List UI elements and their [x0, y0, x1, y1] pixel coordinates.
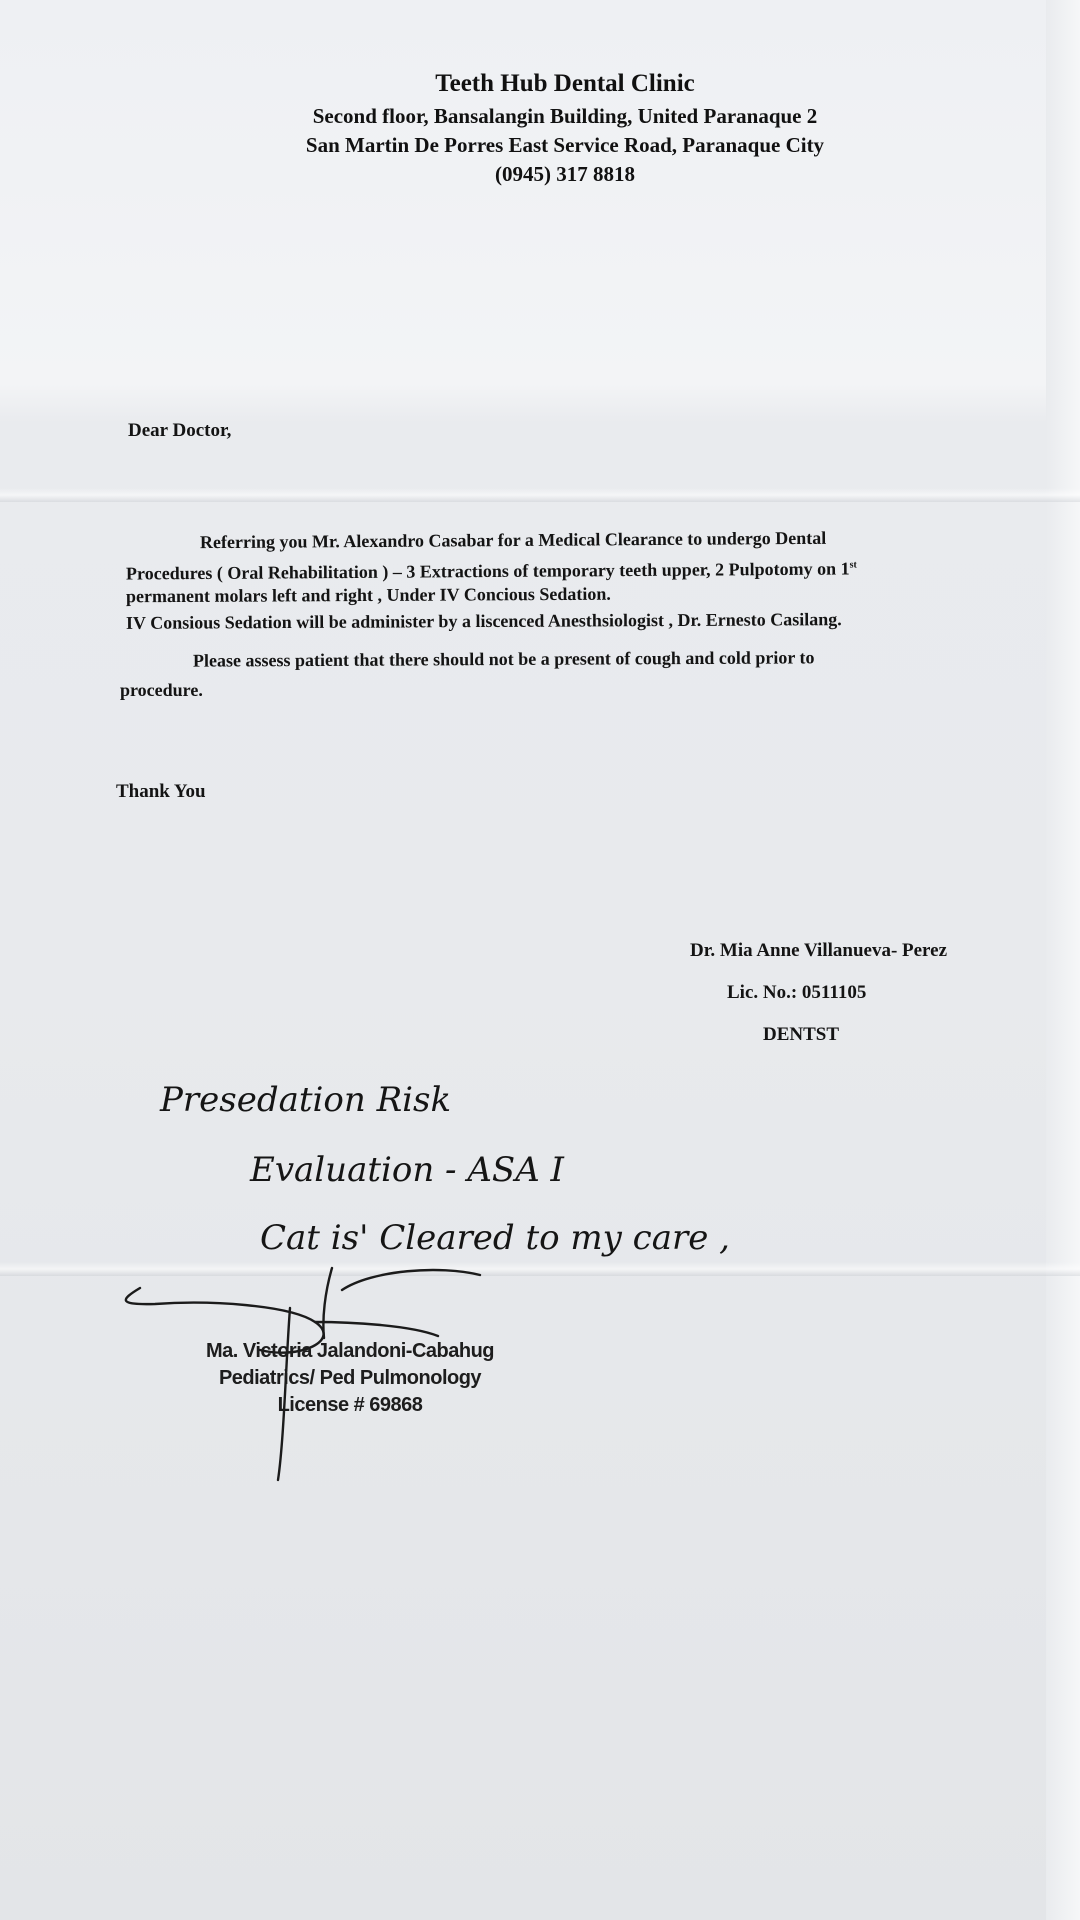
ordinal-superscript: st — [849, 559, 857, 571]
clinic-phone: (0945) 317 8818 — [495, 162, 635, 186]
handwritten-line-2: Evaluation - ASA I — [250, 1150, 564, 1190]
paragraph-2-line-1: Please assess patient that there should not be a present of cough and cold prior to — [192, 647, 815, 671]
paragraph-1-line-3: permanent molars left and right , Under IV Concious Sedation. — [125, 583, 611, 607]
physician-specialty: Pediatrics/ Ped Pulmonology — [218, 1367, 482, 1389]
sender-name: Dr. Mia Anne Villanueva- Perez — [690, 940, 948, 961]
physician-stamp — [200, 1338, 500, 1419]
paper-edge — [1046, 0, 1080, 1920]
address-line-2: San Martin De Porres East Service Road, Paranaque City — [305, 133, 825, 157]
sender-title: DENTST — [763, 1024, 840, 1045]
paragraph-1-line-4: IV Consious Sedation will be administer by a liscenced Anesthsiologist , Dr. Ernesto Casilang. — [125, 609, 842, 633]
sender-license: Lic. No.: 0511105 — [727, 982, 867, 1003]
paragraph-2-line-2: procedure. — [120, 680, 203, 700]
clinic-name: Teeth Hub Dental Clinic — [435, 70, 695, 97]
letterhead — [0, 70, 1080, 189]
handwritten-signature — [110, 1060, 560, 1490]
handwritten-line-1: Presedation Risk — [160, 1080, 452, 1120]
physician-name: Ma. Victoria Jalandoni-Cabahug — [205, 1340, 495, 1362]
physician-license: License # 69868 — [277, 1394, 423, 1416]
paper-fold — [0, 488, 1080, 502]
paragraph-1-line-1: Referring you Mr. Alexandro Casabar for a Medical Clearance to undergo Dental — [199, 527, 827, 553]
closing: Thank You — [116, 781, 206, 802]
address-line-1: Second floor, Bansalangin Building, United Paranaque 2 — [312, 104, 818, 128]
handwritten-line-3: Cat is' Cleared to my care , — [260, 1218, 730, 1258]
salutation: Dear Doctor, — [128, 420, 232, 441]
paragraph-1-line-2-text: Procedures ( Oral Rehabilitation ) – 3 Extractions of temporary teeth upper, 2 Pulpotomy on 1 — [125, 558, 850, 584]
